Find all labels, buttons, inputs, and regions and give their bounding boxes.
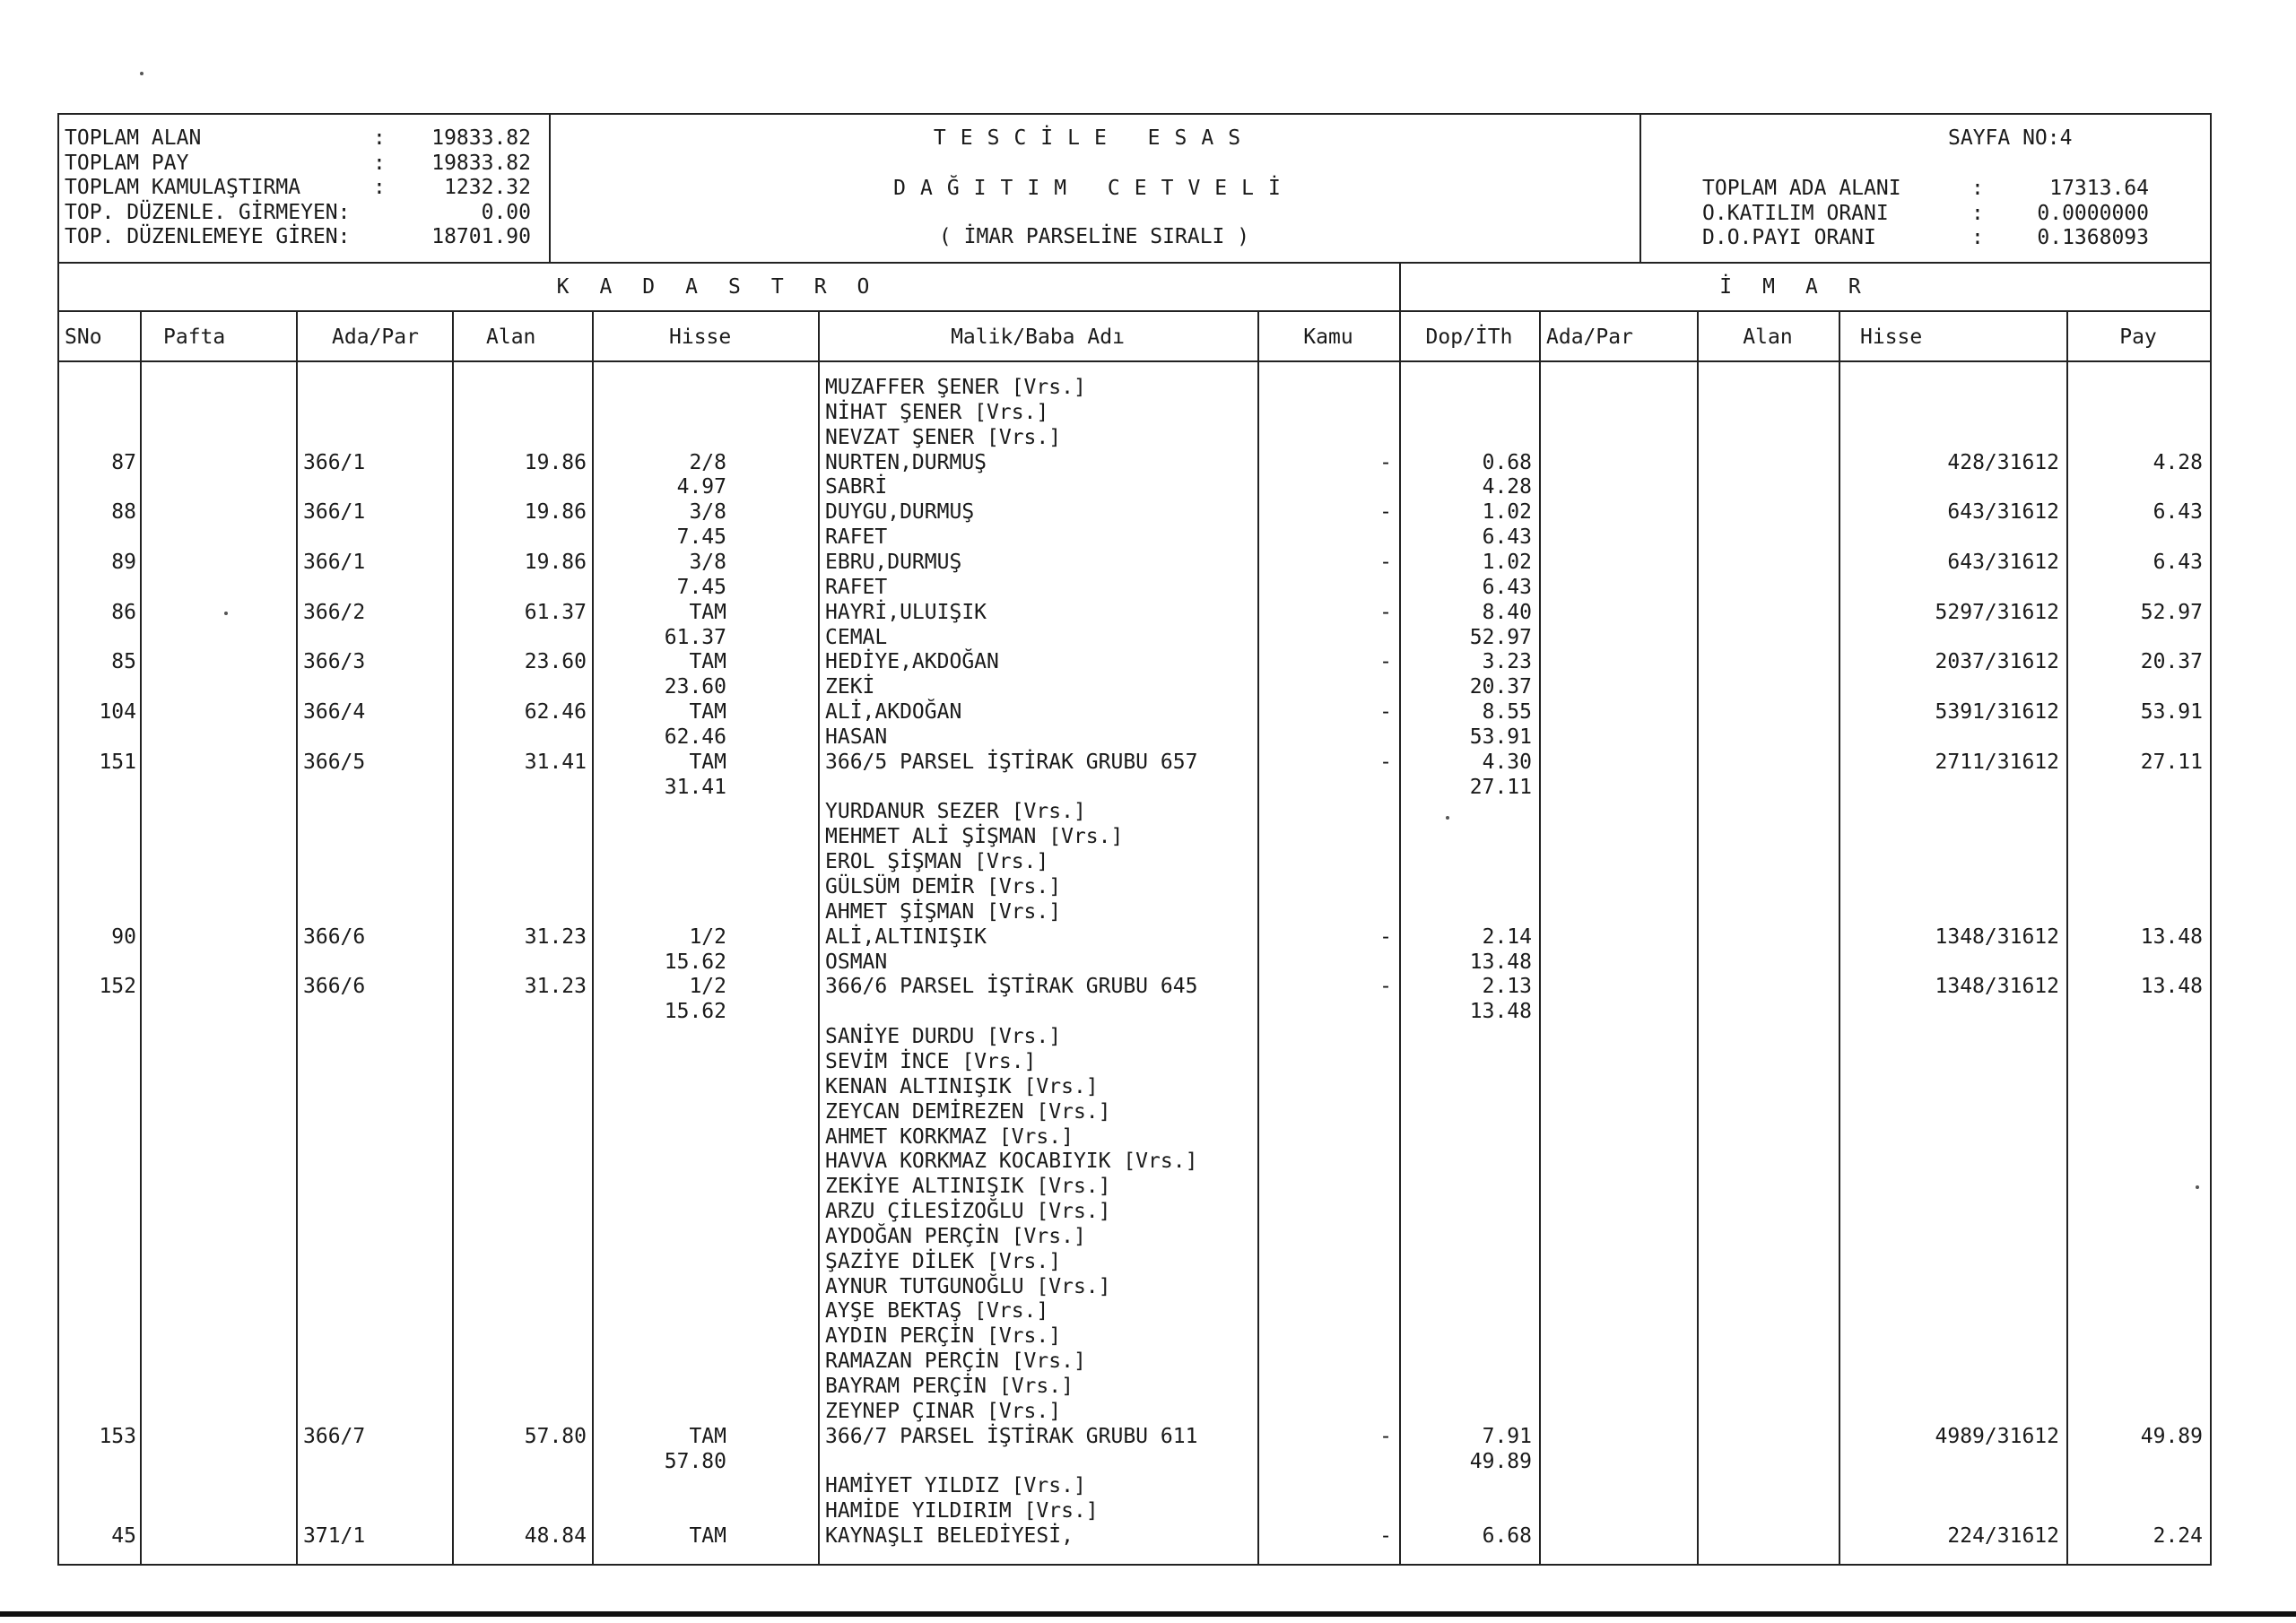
cell-sno: 89 bbox=[111, 550, 136, 574]
cell-ada-par: 366/1 bbox=[303, 450, 366, 474]
cell-malik: AHMET ŞİŞMAN [Vrs.] bbox=[825, 899, 1062, 924]
cell-ada-par: 366/6 bbox=[303, 924, 366, 949]
col-header-pafta: Pafta bbox=[163, 325, 226, 349]
cell-dop: 2.14 bbox=[1482, 924, 1532, 949]
cell-hisse: TAM bbox=[689, 600, 726, 624]
cell-malik: AYDIN PERÇİN [Vrs.] bbox=[825, 1324, 1062, 1349]
cell-kamu: - bbox=[1379, 500, 1392, 525]
cell-kamu: - bbox=[1379, 600, 1392, 624]
cell-dop: 8.40 bbox=[1482, 600, 1532, 624]
cell-malik: HASAN bbox=[825, 725, 888, 749]
cell-kamu: - bbox=[1379, 700, 1392, 725]
cell-malik: ALİ,AKDOĞAN bbox=[825, 700, 962, 725]
summary-left-label: TOPLAM KAMULAŞTIRMA bbox=[65, 176, 301, 199]
summary-left-separator: : bbox=[373, 126, 386, 150]
document-sort-note: ( İMAR PARSELİNE SIRALI ) bbox=[938, 225, 1250, 248]
cell-malik: DUYGU,DURMUŞ bbox=[825, 500, 975, 525]
summary-left-value: 19833.82 bbox=[431, 151, 531, 175]
section-kadastro: KADASTRO bbox=[556, 275, 900, 299]
cell-alan: 31.41 bbox=[524, 750, 587, 774]
summary-left-label: TOP. DÜZENLE. GİRMEYEN: bbox=[65, 200, 351, 224]
cell-hisse: 3/8 bbox=[689, 500, 726, 525]
cell-malik: 366/5 PARSEL İŞTİRAK GRUBU 657 bbox=[825, 750, 1198, 774]
cell-ada-par: 366/1 bbox=[303, 500, 366, 525]
scan-speck bbox=[1446, 816, 1449, 820]
cell-malik: NİHAT ŞENER [Vrs.] bbox=[825, 400, 1049, 424]
cell-hisse: 57.80 bbox=[664, 1449, 726, 1473]
summary-right-label: TOPLAM ADA ALANI bbox=[1702, 177, 1901, 200]
cell-malik: SANİYE DURDU [Vrs.] bbox=[825, 1025, 1062, 1049]
cell-alan: 61.37 bbox=[524, 600, 587, 624]
cell-malik: BAYRAM PERÇİN [Vrs.] bbox=[825, 1375, 1074, 1398]
cell-pay: 6.43 bbox=[2152, 550, 2203, 574]
cell-malik: ALİ,ALTINIŞIK bbox=[825, 924, 987, 949]
cell-malik: SABRİ bbox=[825, 475, 888, 499]
cell-dop: 6.43 bbox=[1482, 575, 1532, 599]
cell-pay: 52.97 bbox=[2140, 600, 2203, 624]
cell-malik: RAFET bbox=[825, 525, 888, 550]
cell-malik: NURTEN,DURMUŞ bbox=[825, 450, 987, 474]
cell-malik: HAMİDE YILDIRIM [Vrs.] bbox=[825, 1499, 1099, 1523]
summary-right-label: D.O.PAYI ORANI bbox=[1702, 226, 1876, 249]
col-header-malik: Malik/Baba Adı bbox=[951, 325, 1125, 349]
cell-sno: 152 bbox=[99, 975, 136, 999]
document-subtitle: DAĞITIM CETVELİ bbox=[893, 177, 1295, 200]
cell-hisse: TAM bbox=[689, 700, 726, 725]
cell-malik: HAMİYET YILDIZ [Vrs.] bbox=[825, 1474, 1086, 1498]
cell-dop: 52.97 bbox=[1469, 625, 1532, 649]
cell-hisse: 2/8 bbox=[689, 450, 726, 474]
cell-dop: 20.37 bbox=[1469, 675, 1532, 699]
col-header-ada-par: Ada/Par bbox=[332, 325, 419, 349]
cell-ada-par: 366/4 bbox=[303, 700, 366, 725]
cell-hisse: TAM bbox=[689, 750, 726, 774]
cell-imar-hisse: 643/31612 bbox=[1947, 550, 2059, 574]
cell-kamu: - bbox=[1379, 975, 1392, 999]
summary-right-value: 0.0000000 bbox=[2037, 201, 2149, 225]
cell-imar-hisse: 4989/31612 bbox=[1935, 1424, 2059, 1448]
cell-malik: AYDOĞAN PERÇİN [Vrs.] bbox=[825, 1224, 1086, 1248]
cell-dop: 27.11 bbox=[1469, 775, 1532, 799]
cell-malik: KENAN ALTINIŞIK [Vrs.] bbox=[825, 1074, 1099, 1098]
cell-pay: 2.24 bbox=[2152, 1524, 2203, 1549]
cell-sno: 151 bbox=[99, 750, 136, 774]
cell-malik: YURDANUR SEZER [Vrs.] bbox=[825, 800, 1086, 824]
cell-malik: 366/7 PARSEL İŞTİRAK GRUBU 611 bbox=[825, 1424, 1198, 1448]
cell-dop: 1.02 bbox=[1482, 500, 1532, 525]
cell-malik: AHMET KORKMAZ [Vrs.] bbox=[825, 1124, 1074, 1149]
cell-kamu: - bbox=[1379, 650, 1392, 674]
cell-sno: 153 bbox=[99, 1424, 136, 1448]
col-header-hisse: Hisse bbox=[669, 325, 732, 349]
scan-speck bbox=[224, 612, 228, 615]
summary-right-value: 0.1368093 bbox=[2037, 226, 2149, 249]
cell-malik: ZEKİYE ALTINIŞIK [Vrs.] bbox=[825, 1175, 1111, 1199]
summary-left-label: TOP. DÜZENLEMEYE GİREN: bbox=[65, 225, 351, 248]
cell-imar-hisse: 2037/31612 bbox=[1935, 650, 2059, 674]
cell-malik: EBRU,DURMUŞ bbox=[825, 550, 962, 574]
cell-malik: MUZAFFER ŞENER [Vrs.] bbox=[825, 376, 1086, 399]
cell-dop: 4.28 bbox=[1482, 475, 1532, 499]
cell-sno: 88 bbox=[111, 500, 136, 525]
cell-hisse: 3/8 bbox=[689, 550, 726, 574]
cell-pay: 4.28 bbox=[2152, 450, 2203, 474]
summary-right-separator: : bbox=[1971, 226, 1984, 249]
cell-kamu: - bbox=[1379, 550, 1392, 574]
cell-dop: 13.48 bbox=[1469, 1000, 1532, 1024]
cell-sno: 86 bbox=[111, 600, 136, 624]
col-header-dop: Dop/İTh bbox=[1425, 325, 1513, 349]
cell-alan: 23.60 bbox=[524, 650, 587, 674]
cell-dop: 3.23 bbox=[1482, 650, 1532, 674]
col-header-alan: Alan bbox=[486, 325, 536, 349]
summary-left-value: 18701.90 bbox=[431, 225, 531, 248]
cell-ada-par: 366/2 bbox=[303, 600, 366, 624]
cell-sno: 90 bbox=[111, 924, 136, 949]
cell-dop: 8.55 bbox=[1482, 700, 1532, 725]
cell-hisse: 15.62 bbox=[664, 950, 726, 974]
cell-imar-hisse: 2711/31612 bbox=[1935, 750, 2059, 774]
cell-dop: 53.91 bbox=[1469, 725, 1532, 749]
cell-dop: 2.13 bbox=[1482, 975, 1532, 999]
cell-malik: HEDİYE,AKDOĞAN bbox=[825, 650, 999, 674]
cell-hisse: TAM bbox=[689, 650, 726, 674]
cell-malik: EROL ŞİŞMAN [Vrs.] bbox=[825, 850, 1049, 874]
cell-hisse: 7.45 bbox=[676, 575, 726, 599]
cell-malik: GÜLSÜM DEMİR [Vrs.] bbox=[825, 875, 1062, 898]
cell-ada-par: 366/1 bbox=[303, 550, 366, 574]
cell-hisse: 1/2 bbox=[689, 924, 726, 949]
summary-left-separator: : bbox=[373, 176, 386, 199]
page-bottom-rule bbox=[0, 1611, 2296, 1617]
cell-malik: HAYRİ,ULUIŞIK bbox=[825, 600, 987, 624]
cell-alan: 19.86 bbox=[524, 450, 587, 474]
cell-kamu: - bbox=[1379, 750, 1392, 774]
cell-malik: MEHMET ALİ ŞİŞMAN [Vrs.] bbox=[825, 825, 1124, 849]
cell-alan: 62.46 bbox=[524, 700, 587, 725]
cell-dop: 1.02 bbox=[1482, 550, 1532, 574]
cell-ada-par: 366/6 bbox=[303, 975, 366, 999]
cell-malik: ARZU ÇİLESİZOĞLU [Vrs.] bbox=[825, 1200, 1111, 1224]
cell-imar-hisse: 643/31612 bbox=[1947, 500, 2059, 525]
cell-alan: 19.86 bbox=[524, 500, 587, 525]
cell-alan: 48.84 bbox=[524, 1524, 587, 1549]
summary-left-label: TOPLAM ALAN bbox=[65, 126, 202, 150]
cell-imar-hisse: 5297/31612 bbox=[1935, 600, 2059, 624]
cell-ada-par: 366/7 bbox=[303, 1424, 366, 1448]
cell-malik: ZEYCAN DEMİREZEN [Vrs.] bbox=[825, 1099, 1111, 1124]
cell-imar-hisse: 1348/31612 bbox=[1935, 924, 2059, 949]
cell-kamu: - bbox=[1379, 924, 1392, 949]
section-imar: İMAR bbox=[1719, 275, 1892, 299]
cell-dop: 6.43 bbox=[1482, 525, 1532, 550]
cell-dop: 7.91 bbox=[1482, 1424, 1532, 1448]
col-header-kamu: Kamu bbox=[1303, 325, 1353, 349]
cell-malik: 366/6 PARSEL İŞTİRAK GRUBU 645 bbox=[825, 975, 1198, 999]
cell-kamu: - bbox=[1379, 1524, 1392, 1549]
cell-hisse: 4.97 bbox=[676, 475, 726, 499]
cell-malik: CEMAL bbox=[825, 625, 888, 649]
cell-malik: ŞAZİYE DİLEK [Vrs.] bbox=[825, 1249, 1062, 1273]
cell-malik: KAYNAŞLI BELEDİYESİ, bbox=[825, 1524, 1074, 1549]
cell-malik: ZEYNEP ÇINAR [Vrs.] bbox=[825, 1399, 1062, 1423]
cell-dop: 13.48 bbox=[1469, 950, 1532, 974]
cell-malik: ZEKİ bbox=[825, 675, 875, 699]
cell-hisse: TAM bbox=[689, 1424, 726, 1448]
cell-dop: 4.30 bbox=[1482, 750, 1532, 774]
cell-kamu: - bbox=[1379, 1424, 1392, 1448]
cell-pay: 27.11 bbox=[2140, 750, 2203, 774]
cell-sno: 87 bbox=[111, 450, 136, 474]
cell-dop: 0.68 bbox=[1482, 450, 1532, 474]
cell-malik: SEVİM İNCE [Vrs.] bbox=[825, 1049, 1037, 1073]
summary-right-label: O.KATILIM ORANI bbox=[1702, 201, 1889, 225]
cell-pay: 53.91 bbox=[2140, 700, 2203, 725]
cell-alan: 19.86 bbox=[524, 550, 587, 574]
cell-kamu: - bbox=[1379, 450, 1392, 474]
cell-hisse: 61.37 bbox=[664, 625, 726, 649]
cell-hisse: 7.45 bbox=[676, 525, 726, 550]
summary-right-separator: : bbox=[1971, 201, 1984, 225]
summary-right-value: 17313.64 bbox=[2049, 177, 2149, 200]
scan-speck bbox=[140, 72, 144, 75]
cell-hisse: 31.41 bbox=[664, 775, 726, 799]
summary-left-value: 0.00 bbox=[481, 200, 531, 224]
cell-malik: OSMAN bbox=[825, 950, 888, 974]
summary-right-separator: : bbox=[1971, 177, 1984, 200]
cell-alan: 31.23 bbox=[524, 924, 587, 949]
summary-left-value: 1232.32 bbox=[444, 176, 531, 199]
cell-pay: 20.37 bbox=[2140, 650, 2203, 674]
col-header-sno: SNo bbox=[65, 325, 102, 349]
cell-hisse: TAM bbox=[689, 1524, 726, 1549]
cell-imar-hisse: 428/31612 bbox=[1947, 450, 2059, 474]
cell-malik: AYŞE BEKTAŞ [Vrs.] bbox=[825, 1299, 1049, 1324]
summary-left-separator: : bbox=[373, 151, 386, 175]
cell-imar-hisse: 224/31612 bbox=[1947, 1524, 2059, 1549]
cell-pay: 13.48 bbox=[2140, 924, 2203, 949]
cell-imar-hisse: 1348/31612 bbox=[1935, 975, 2059, 999]
col-header-imar-ada-par: Ada/Par bbox=[1546, 325, 1633, 349]
cell-dop: 6.68 bbox=[1482, 1524, 1532, 1549]
summary-left-value: 19833.82 bbox=[431, 126, 531, 150]
cell-hisse: 1/2 bbox=[689, 975, 726, 999]
cell-alan: 57.80 bbox=[524, 1424, 587, 1448]
cell-sno: 45 bbox=[111, 1524, 136, 1549]
col-header-pay: Pay bbox=[2119, 325, 2157, 349]
summary-left-label: TOPLAM PAY bbox=[65, 151, 189, 175]
cell-sno: 85 bbox=[111, 650, 136, 674]
cell-dop: 49.89 bbox=[1469, 1449, 1532, 1473]
cell-imar-hisse: 5391/31612 bbox=[1935, 700, 2059, 725]
cell-malik: HAVVA KORKMAZ KOCABIYIK [Vrs.] bbox=[825, 1150, 1198, 1174]
cell-pay: 49.89 bbox=[2140, 1424, 2203, 1448]
cell-malik: RAFET bbox=[825, 575, 888, 599]
cell-hisse: 23.60 bbox=[664, 675, 726, 699]
cell-hisse: 62.46 bbox=[664, 725, 726, 749]
scan-speck bbox=[2196, 1185, 2199, 1189]
cell-ada-par: 366/5 bbox=[303, 750, 366, 774]
cell-ada-par: 371/1 bbox=[303, 1524, 366, 1549]
cell-malik: NEVZAT ŞENER [Vrs.] bbox=[825, 425, 1062, 449]
cell-malik: RAMAZAN PERÇİN [Vrs.] bbox=[825, 1350, 1086, 1374]
cell-alan: 31.23 bbox=[524, 975, 587, 999]
page-number: SAYFA NO:4 bbox=[1948, 126, 2073, 150]
cell-malik: AYNUR TUTGUNOĞLU [Vrs.] bbox=[825, 1274, 1111, 1298]
cell-ada-par: 366/3 bbox=[303, 650, 366, 674]
col-header-imar-alan: Alan bbox=[1743, 325, 1793, 349]
cell-pay: 13.48 bbox=[2140, 975, 2203, 999]
cell-pay: 6.43 bbox=[2152, 500, 2203, 525]
cell-hisse: 15.62 bbox=[664, 1000, 726, 1024]
col-header-imar-hisse: Hisse bbox=[1860, 325, 1923, 349]
cell-sno: 104 bbox=[99, 700, 136, 725]
document-title: TESCİLE ESAS bbox=[933, 126, 1256, 150]
